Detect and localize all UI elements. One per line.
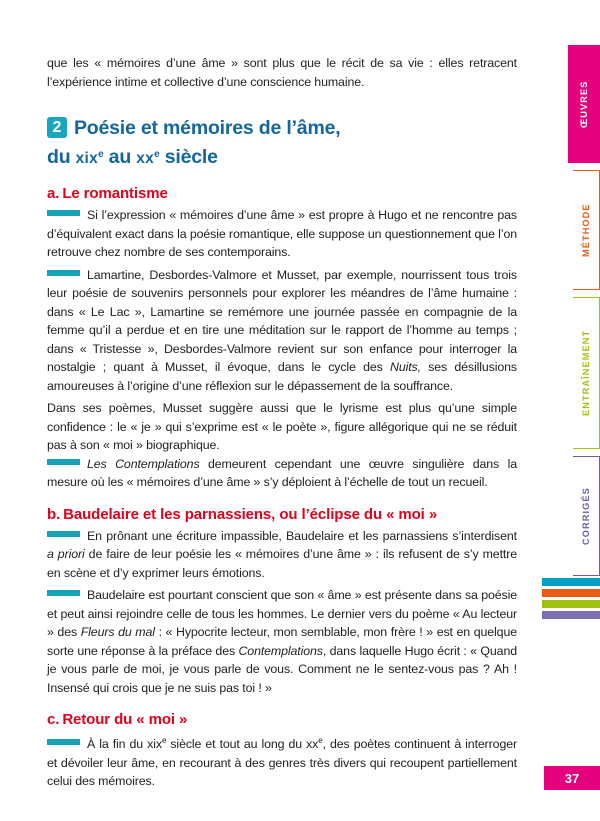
section-title-mid: au bbox=[103, 146, 137, 168]
century-20-smallcaps: xx bbox=[136, 150, 155, 167]
subsection-heading-c bbox=[47, 711, 517, 728]
subsection-heading-a bbox=[47, 185, 517, 202]
rail-swatch-1 bbox=[542, 589, 600, 597]
subsection-title: Baudelaire et les parnassiens, ou l’éclipse du « moi » bbox=[63, 505, 438, 523]
paragraph bbox=[47, 732, 517, 791]
text-column bbox=[47, 54, 517, 795]
century-20-ordinal: e bbox=[154, 149, 160, 160]
text-run: , dans laquelle Hugo écrit : « Quand je vous parle de moi, je vous parle de vous. Comment ne le sentez-vous pas ? Ah ! Insensé qui crois que je ne suis pas toi ! » bbox=[47, 643, 517, 695]
section-heading-line-1 bbox=[47, 116, 517, 141]
century-smallcaps: xix bbox=[147, 737, 162, 751]
ordinal-suffix: e bbox=[318, 736, 323, 745]
subsection-letter: a. bbox=[47, 185, 60, 202]
text-run: En prônant une écriture impassible, Baudelaire et les parnassiens s’interdisent bbox=[87, 528, 517, 543]
paragraph-marker-icon bbox=[47, 590, 80, 596]
century-19-smallcaps: xix bbox=[75, 150, 99, 167]
section-title-prefix: du bbox=[47, 146, 76, 168]
text-run: Baudelaire est pourtant conscient que son « âme » est présente dans sa poésie et peut ainsi rejoindre celle de tous les hommes. Le dernier vers du poème « Au lecteur » des bbox=[47, 588, 517, 639]
rail-tab-label: ŒUVRES bbox=[579, 80, 589, 128]
paragraph bbox=[47, 266, 517, 396]
ordinal-suffix: e bbox=[161, 736, 167, 745]
paragraph bbox=[47, 586, 517, 697]
subsection-title: Retour du « moi » bbox=[62, 711, 188, 728]
text-run: siècle et tout au long du bbox=[166, 737, 307, 751]
rail-tab-corrigs[interactable] bbox=[573, 456, 600, 576]
rail-tab-uvres[interactable] bbox=[568, 45, 600, 163]
paragraph-marker-icon bbox=[47, 210, 80, 216]
paragraph-marker-icon bbox=[47, 459, 80, 465]
section-title-line-2 bbox=[47, 142, 517, 171]
text-run: Dans ses poèmes, Musset suggère aussi que le lyrisme est plus qu’une simple confidence : le « je » qui s’exprime est « le poète », figure allégorique qui ne se réduit pas à son « moi » biographique. bbox=[47, 401, 517, 452]
paragraph bbox=[47, 206, 517, 262]
rail-tab-label: CORRIGÉS bbox=[581, 487, 591, 545]
rail-tab-mthode[interactable] bbox=[573, 170, 600, 290]
subsection-letter: c. bbox=[47, 711, 60, 728]
italic-title: a priori bbox=[47, 547, 85, 561]
paragraph-marker-icon bbox=[47, 270, 80, 276]
rail-tab-label: MÉTHODE bbox=[581, 203, 591, 257]
subsection-letter: b. bbox=[47, 505, 61, 523]
italic-title: Nuits, bbox=[389, 360, 421, 374]
rail-tab-label: ENTRAÎNEMENT bbox=[581, 329, 591, 417]
text-run: : « Hypocrite lecteur, mon semblable, mon frère ! » est en quelque sorte une réponse à la préface des bbox=[47, 625, 517, 658]
century-19-ordinal: e bbox=[98, 149, 104, 160]
italic-title: Les Contemplations bbox=[87, 456, 200, 471]
italic-title: Contemplations bbox=[238, 643, 323, 658]
intro-paragraph: que les « mémoires d’une âme » sont plus que le récit de sa vie : elles retracent l’expérience intime et collective d’une conscience humaine. bbox=[47, 56, 517, 89]
text-run: de faire de leur poésie les « mémoires d’une âme » : ils refusent de s’y mettre en scène et d’y exprimer leurs émotions. bbox=[47, 547, 517, 580]
paragraph bbox=[47, 527, 517, 583]
text-run: ses désillusions amoureuses à l’origine d’une réflexion sur le dépassement de la souffrance. bbox=[47, 360, 517, 393]
text-run: À la fin du bbox=[87, 737, 148, 751]
subsection-list bbox=[47, 185, 517, 791]
section-title-suffix: siècle bbox=[159, 146, 218, 168]
italic-title: Fleurs du mal bbox=[80, 625, 155, 639]
subsection-heading-b bbox=[47, 506, 517, 523]
paragraph bbox=[47, 399, 517, 455]
text-run: demeurent cependant une œuvre singulière dans la mesure où les « mémoires d’une âme » s’y déploient à l’échelle de tout un recueil. bbox=[47, 456, 517, 489]
text-run: Si l’expression « mémoires d’une âme » est propre à Hugo et ne rencontre pas d’équivalent exact dans la poésie romantique, elle suppose un questionnement que l’on retrouve chez nombre de ses contemporains. bbox=[47, 208, 517, 259]
rail-swatch-2 bbox=[542, 600, 600, 608]
text-run: Lamartine, Desbordes-Valmore et Musset, par exemple, nourrissent tous trois leur poésie de souvenirs personnels pour explorer les méandres de l’âme humaine : dans « Le Lac », Lamartine se remémore une journée passée en compagnie de la femme qu’il a perdue et en tire une méditation sur le rapport de l’homme au temps ; dans « Tristesse », Desbordes-Valmore revient sur son enfance pour interroger la nostalgie ; quant à Musset, il évoque, dans le cycle des bbox=[47, 267, 517, 374]
century-smallcaps: xx bbox=[306, 737, 319, 751]
paragraph-marker-icon bbox=[47, 739, 80, 745]
section-heading bbox=[47, 116, 517, 171]
section-number-badge: 2 bbox=[47, 117, 67, 138]
section-title-line-1: Poésie et mémoires de l’âme, bbox=[74, 117, 341, 139]
page-number-badge: 37 bbox=[544, 766, 600, 790]
rail-swatch-3 bbox=[542, 611, 600, 619]
rail-swatch-0 bbox=[542, 578, 600, 586]
subsection-title: Le romantisme bbox=[62, 185, 168, 202]
text-run: , des poètes continuent à interroger et dévoiler leur âme, en recourant à des genres très divers qui recoupent partiellement celui des mémoires. bbox=[47, 737, 518, 788]
paragraph bbox=[47, 455, 517, 492]
paragraph-marker-icon bbox=[47, 531, 80, 537]
rail-tab-entranement[interactable] bbox=[573, 297, 600, 449]
side-rail bbox=[540, 0, 600, 821]
